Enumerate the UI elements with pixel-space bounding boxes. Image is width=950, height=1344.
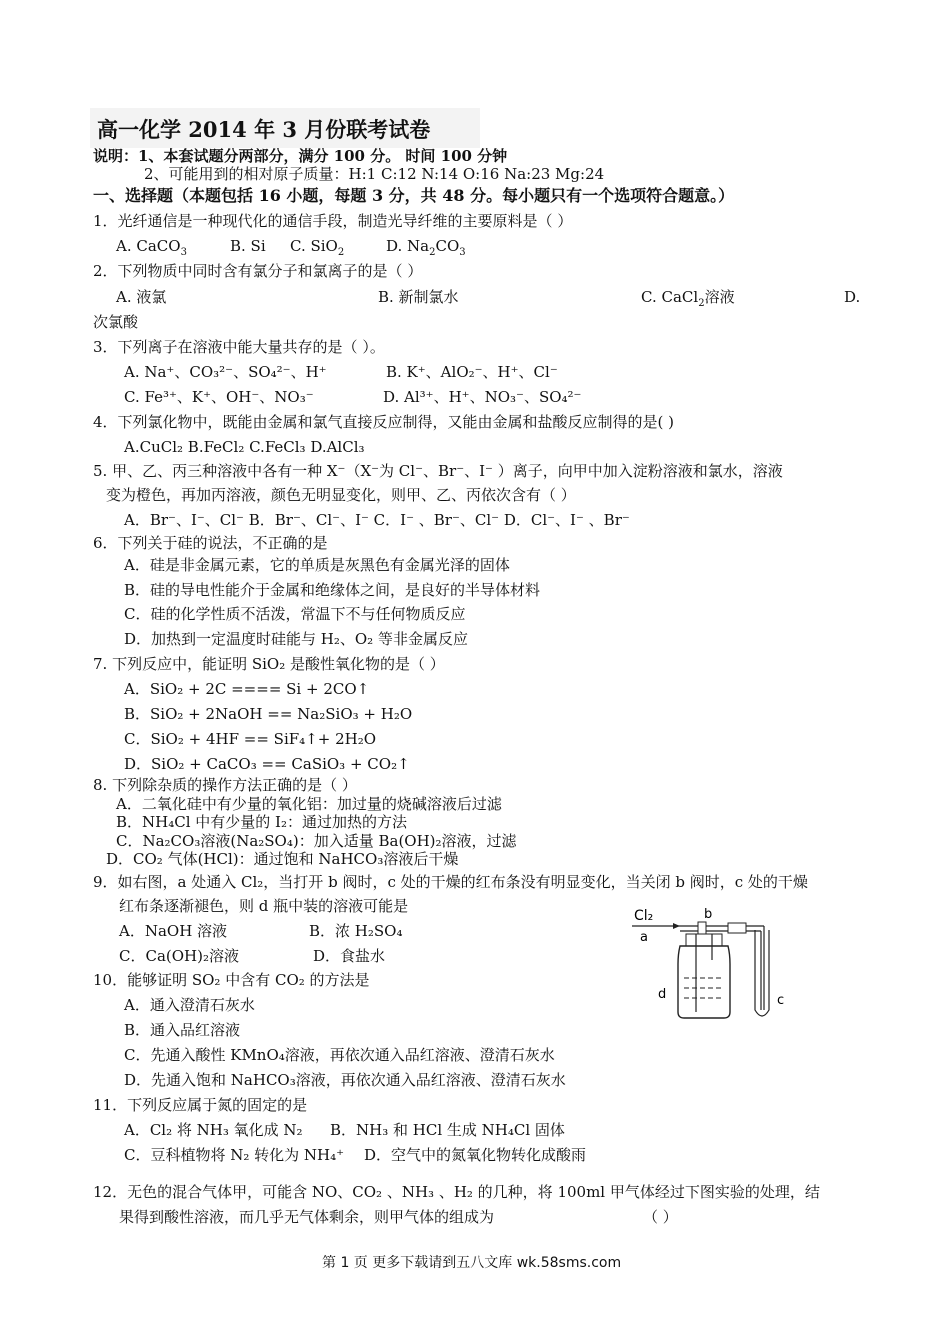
q11-stem: 11．下列反应属于氮的固定的是 xyxy=(93,1096,308,1114)
fig-label-c: c xyxy=(777,993,785,1008)
q12-stem-cont: 果得到酸性溶液，而几乎无气体剩余，则甲气体的组成为 xyxy=(119,1208,495,1226)
q5-options: A．Br⁻、I⁻、Cl⁻ B．Br⁻、Cl⁻、I⁻ C．I⁻ 、Br⁻、Cl⁻ D．Cl⁻、I⁻ 、Br⁻ xyxy=(124,511,630,529)
q1-stem: 1．光纤通信是一种现代化的通信手段，制造光导纤维的主要原料是（ ） xyxy=(93,212,573,230)
q6-option-c: C．硅的化学性质不活泼，常温下不与任何物质反应 xyxy=(124,605,466,623)
fig-label-b: b xyxy=(704,907,713,922)
q5-stem-cont: 变为橙色，再加丙溶液，颜色无明显变化，则甲、乙、丙依次含有（ ） xyxy=(106,486,576,504)
q7-option-c: C．SiO₂ + 4HF == SiF₄↑+ 2H₂O xyxy=(124,730,377,748)
fig-label-cl2: Cl₂ xyxy=(634,908,654,924)
q3-option-a: A. Na⁺、CO₃²⁻、SO₄²⁻、H⁺ xyxy=(124,363,327,381)
q10-option-c: C．先通入酸性 KMnO₄溶液，再依次通入品红溶液、澄清石灰水 xyxy=(124,1046,555,1064)
q10-stem: 10．能够证明 SO₂ 中含有 CO₂ 的方法是 xyxy=(93,971,370,989)
q1-option-c: C. SiO$_2$ xyxy=(290,237,345,258)
q4-stem: 4．下列氯化物中，既能由金属和氯气直接反应制得，又能由金属和盐酸反应制得的是( ) xyxy=(93,413,675,431)
q11-option-d: D．空气中的氮氧化物转化成酸雨 xyxy=(364,1146,587,1164)
q2-option-d: D. xyxy=(844,288,861,306)
q2-option-d-cont: 次氯酸 xyxy=(93,313,139,331)
q10-option-b: B．通入品红溶液 xyxy=(124,1021,241,1039)
q3-option-b: B. K⁺、AlO₂⁻、H⁺、Cl⁻ xyxy=(386,363,558,381)
q1-option-b: B. Si xyxy=(230,237,266,255)
q3-option-c: C. Fe³⁺、K⁺、OH⁻、NO₃⁻ xyxy=(124,388,314,406)
q2-stem: 2．下列物质中同时含有氯分子和氯离子的是（ ） xyxy=(93,262,423,280)
q11-option-a: A．Cl₂ 将 NH₃ 氧化成 N₂ xyxy=(124,1121,303,1139)
q11-option-b: B．NH₃ 和 HCl 生成 NH₄Cl 固体 xyxy=(330,1121,565,1139)
q9-stem: 9．如右图，a 处通入 Cl₂，当打开 b 阀时，c 处的干燥的红布条没有明显变化，当关闭 b 阀时，c 处的干燥 xyxy=(93,873,808,891)
q1-option-a: A. CaCO$_3$ xyxy=(116,237,187,258)
q12-stem: 12．无色的混合气体甲，可能含 NO、CO₂ 、NH₃ 、H₂ 的几种，将 100ml 甲气体经过下图实验的处理，结 xyxy=(93,1183,820,1201)
q2-option-b: B. 新制氯水 xyxy=(378,288,459,306)
section1-heading: 一、选择题（本题包括 16 小题，每题 3 分，共 48 分。每小题只有一个选项符合题意。） xyxy=(93,186,735,205)
q7-option-d: D．SiO₂ + CaCO₃ == CaSiO₃ + CO₂↑ xyxy=(124,755,410,773)
q9-stem-cont: 红布条逐渐褪色，则 d 瓶中装的溶液可能是 xyxy=(119,897,409,915)
page-footer: 第 1 页 更多下载请到五八文库 wk.58sms.com xyxy=(322,1255,622,1271)
q6-option-a: A．硅是非金属元素，它的单质是灰黑色有金属光泽的固体 xyxy=(124,556,510,574)
q10-option-d: D．先通入饱和 NaHCO₃溶液，再依次通入品红溶液、澄清石灰水 xyxy=(124,1071,566,1089)
exam-note-1: 说明：1、本套试题分两部分，满分 100 分。 时间 100 分钟 xyxy=(93,147,508,165)
fig-label-a: a xyxy=(640,930,648,945)
exam-note-2: 2、可能用到的相对原子质量：H:1 C:12 N:14 O:16 Na:23 Mg:24 xyxy=(144,165,605,183)
q6-option-d: D．加热到一定温度时硅能与 H₂、O₂ 等非金属反应 xyxy=(124,630,468,648)
q2-option-c: C. CaCl$_2$溶液 xyxy=(641,288,735,309)
q8-option-a: A．二氧化硅中有少量的氧化铝：加过量的烧碱溶液后过滤 xyxy=(116,795,502,813)
q11-option-c: C．豆科植物将 N₂ 转化为 NH₄⁺ xyxy=(124,1146,345,1164)
q10-option-a: A．通入澄清石灰水 xyxy=(124,996,255,1014)
q3-stem: 3．下列离子在溶液中能大量共存的是（ ）。 xyxy=(93,338,385,356)
q9-option-c: C．Ca(OH)₂溶液 xyxy=(119,947,239,965)
q9-option-a: A．NaOH 溶液 xyxy=(119,922,228,940)
q8-stem: 8. 下列除杂质的操作方法正确的是（ ） xyxy=(93,776,357,794)
q3-option-d: D. Al³⁺、H⁺、NO₃⁻、SO₄²⁻ xyxy=(383,388,582,406)
q7-option-a: A．SiO₂ + 2C ==== Si + 2CO↑ xyxy=(124,680,370,698)
q5-stem: 5. 甲、乙、丙三种溶液中各有一种 X⁻（X⁻为 Cl⁻、Br⁻、I⁻ ）离子，向甲中加入淀粉溶液和氯水，溶液 xyxy=(93,462,783,480)
q8-option-b: B．NH₄Cl 中有少量的 I₂：通过加热的方法 xyxy=(116,813,407,831)
q7-option-b: B．SiO₂ + 2NaOH == Na₂SiO₃ + H₂O xyxy=(124,705,413,723)
q6-stem: 6．下列关于硅的说法，不正确的是 xyxy=(93,534,328,552)
q9-option-b: B．浓 H₂SO₄ xyxy=(309,922,403,940)
fig-label-d: d xyxy=(658,987,667,1002)
q2-option-a: A. 液氯 xyxy=(116,288,167,306)
q9-option-d: D．食盐水 xyxy=(313,947,386,965)
q6-option-b: B．硅的导电性能介于金属和绝缘体之间，是良好的半导体材料 xyxy=(124,581,541,599)
q12-answer-blank: （ ） xyxy=(643,1208,678,1226)
q1-option-d: D. $Na_2CO_3$ xyxy=(386,237,466,258)
q8-option-c: C．Na₂CO₃溶液(Na₂SO₄)：加入适量 Ba(OH)₂溶液，过滤 xyxy=(116,832,517,850)
q8-option-d: D．CO₂ 气体(HCl)：通过饱和 NaHCO₃溶液后干燥 xyxy=(106,850,459,868)
q7-stem: 7. 下列反应中，能证明 SiO₂ 是酸性氧化物的是（ ） xyxy=(93,655,445,673)
q4-options: A.CuCl₂ B.FeCl₂ C.FeCl₃ D.AlCl₃ xyxy=(124,438,365,456)
apparatus-figure xyxy=(628,900,798,1025)
page-title: 高一化学 2014 年 3 月份联考试卷 xyxy=(97,117,431,142)
